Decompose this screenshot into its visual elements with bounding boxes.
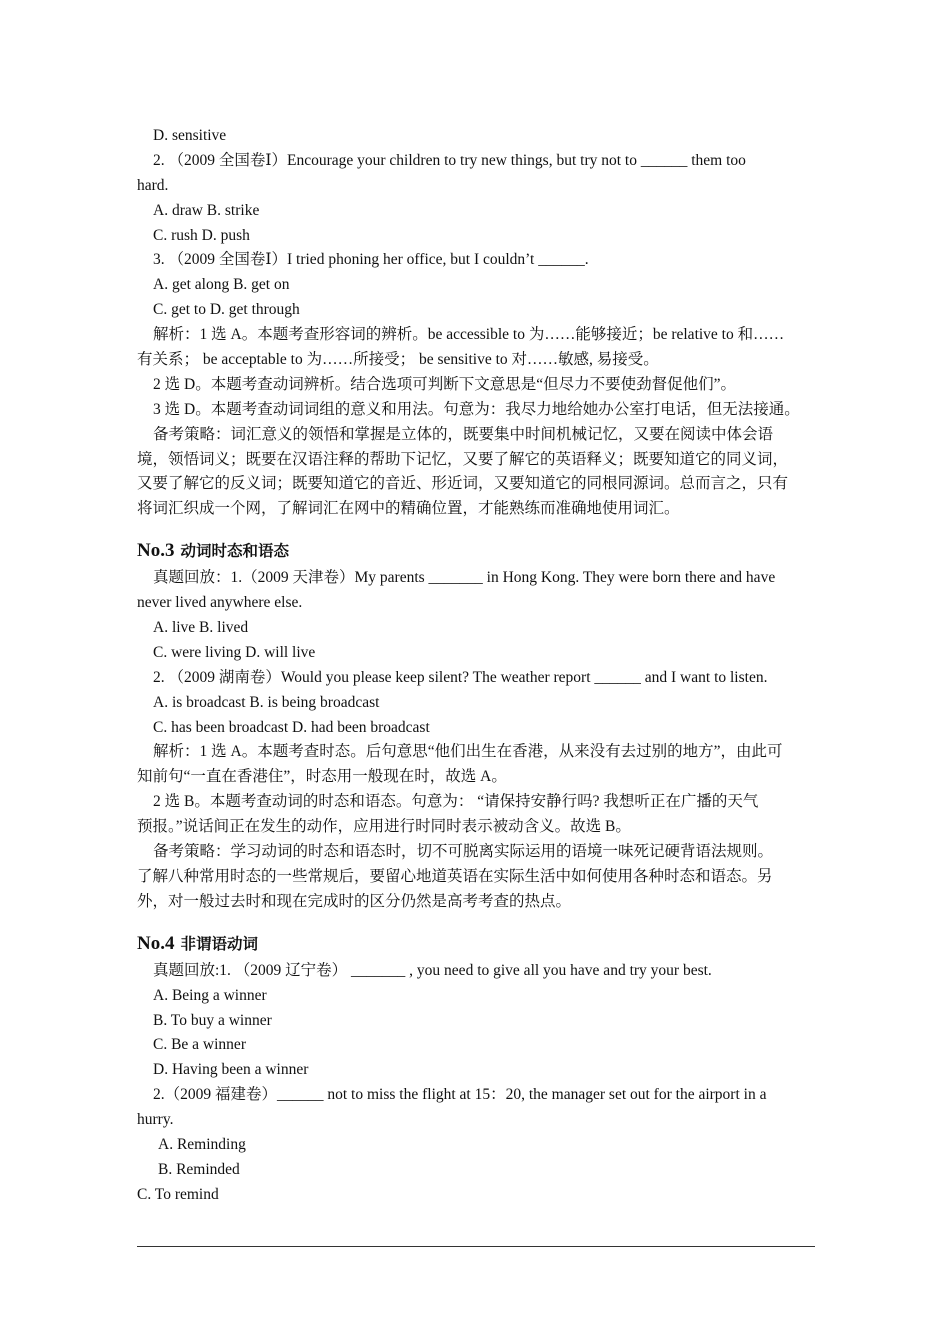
text-line: never lived anywhere else. <box>137 594 303 612</box>
text-line: 备考策略：学习动词的时态和语态时，切不可脱离实际运用的语境一味死记硬背语法规则。 <box>153 843 774 861</box>
text-line: 备考策略：词汇意义的领悟和掌握是立体的，既要集中时间机械记忆，又要在阅读中体会语 <box>153 425 774 443</box>
text-line: D. Having been a winner <box>153 1061 309 1079</box>
section-heading-no3 <box>137 536 815 566</box>
text-line: C. rush D. push <box>153 226 250 244</box>
text-line: hard. <box>137 176 169 194</box>
section-no3-body <box>137 566 815 914</box>
text-line: A. Being a winner <box>153 986 267 1004</box>
footer-rule <box>137 1246 815 1247</box>
text-line: C. were living D. will live <box>153 643 316 661</box>
text-line: C. Be a winner <box>153 1036 246 1054</box>
text-line: C. has been broadcast D. had been broadcast <box>153 718 430 736</box>
document-body <box>137 124 815 1208</box>
text-line: 解析：1 选 A。本题考查形容词的辨析。be accessible to 为……能够接近；be relative to 和…… <box>153 326 785 344</box>
text-line: 有关系； be acceptable to 为……所接受； be sensitive to 对……敏感, 易接受。 <box>137 351 659 369</box>
text-line: B. To buy a winner <box>153 1011 272 1029</box>
text-line: A. is broadcast B. is being broadcast <box>153 693 380 711</box>
text-line: 境，领悟词义；既要在汉语注释的帮助下记忆，又要了解它的英语释义；既要知道它的同义词， <box>137 450 789 468</box>
text-line: C. get to D. get through <box>153 301 300 319</box>
text-line: 将词汇织成一个网，了解词汇在网中的精确位置，才能熟练而准确地使用词汇。 <box>137 500 680 518</box>
text-line: 2.（2009 福建卷）______ not to miss the flight at 15：20, the manager set out for the airport in a <box>153 1086 767 1104</box>
text-line: C. To remind <box>137 1185 219 1203</box>
text-line: 又要了解它的反义词；既要知道它的音近、形近词，又要知道它的同根同源词。总而言之，只有 <box>137 475 789 493</box>
text-line: A. live B. lived <box>153 619 249 637</box>
section-no2-continuation <box>137 124 815 522</box>
text-line: A. draw B. strike <box>153 201 260 219</box>
section-title: 动词时态和语态 <box>180 542 289 561</box>
text-line: A. Reminding <box>158 1135 246 1153</box>
text-line: 2. （2009 湖南卷）Would you please keep silent? The weather report ______ and I want to listen. <box>153 668 768 686</box>
section-number: No.3 <box>137 540 175 562</box>
text-line: 知前句“一直在香港住”，时态用一般现在时，故选 A。 <box>137 768 507 786</box>
text-line: A. get along B. get on <box>153 276 290 294</box>
section-number: No.4 <box>137 932 175 954</box>
text-line: 3 选 D。本题考查动词词组的意义和用法。句意为：我尽力地给她办公室打电话，但无法接通。 <box>153 400 800 418</box>
text-line: 真题回放:1. （2009 辽宁卷） _______ , you need to give all you have and try your best. <box>153 961 712 979</box>
text-line: 2. （2009 全国卷Ⅰ）Encourage your children to try new things, but try not to ______ them too <box>153 151 746 169</box>
text-line: 解析：1 选 A。本题考查时态。后句意思“他们出生在香港，从来没有去过别的地方”，由此可 <box>153 743 783 761</box>
text-line: 预报。”说话间正在发生的动作，应用进行时同时表示被动含义。故选 B。 <box>137 818 631 836</box>
text-line: 外，对一般过去时和现在完成时的区分仍然是高考考查的热点。 <box>137 892 572 910</box>
text-line: 2 选 D。本题考查动词辨析。结合选项可判断下文意思是“但尽力不要使劲督促他们”。 <box>153 375 736 393</box>
text-line: 3. （2009 全国卷Ⅰ）I tried phoning her office, but I couldn’t ______. <box>153 251 589 269</box>
text-line: 2 选 B。本题考查动词的时态和语态。句意为： “请保持安静行吗? 我想听正在广播的天气 <box>153 793 759 811</box>
text-line: 了解八种常用时态的一些常规后，要留心地道英语在实际生活中如何使用各种时态和语态。另 <box>137 867 773 885</box>
text-line: hurry. <box>137 1111 174 1129</box>
section-heading-no4 <box>137 929 815 959</box>
text-line: 真题回放：1.（2009 天津卷）My parents _______ in Hong Kong. They were born there and have <box>153 569 776 587</box>
text-line: D. sensitive <box>153 127 227 144</box>
section-no4-body <box>137 959 815 1208</box>
text-line: B. Reminded <box>158 1160 240 1178</box>
section-title: 非谓语动词 <box>180 934 258 953</box>
